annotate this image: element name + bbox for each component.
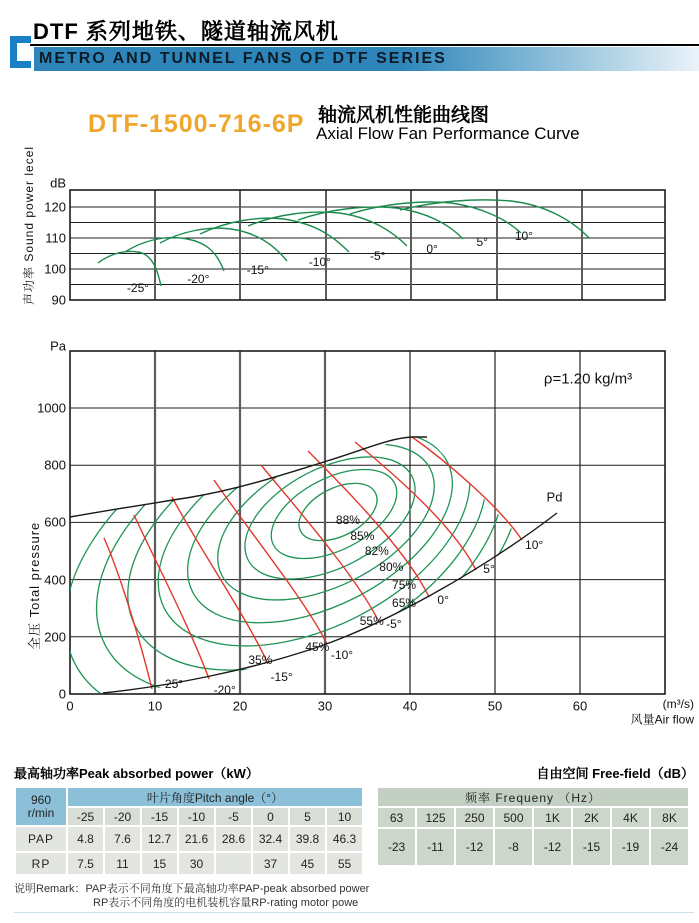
rp-value-cell: 45 (290, 853, 325, 874)
pitch-angle-label: -5° (386, 616, 402, 631)
sound-chart-grid (70, 207, 665, 285)
pitch-angle-label: 10° (525, 537, 544, 552)
pap-value-cell: 39.8 (290, 827, 325, 851)
efficiency-label: 80% (379, 560, 404, 575)
pitch-angle-cell: 0 (253, 808, 288, 825)
pitch-angle-curves (104, 437, 522, 689)
power-table-title: 最高轴功率Peak absorbed power（kW） (14, 766, 259, 781)
flow-x-tick: 20 (232, 698, 248, 714)
sound-pitch-angle-label: -25° (126, 280, 150, 295)
pap-value-cell: 28.6 (216, 827, 251, 851)
flow-x-tick: 0 (66, 698, 74, 714)
efficiency-label: 75% (392, 578, 417, 593)
model-number: DTF-1500-716-6P (88, 110, 305, 138)
pressure-y-tick: 0 (58, 686, 66, 702)
frequency-cell: 8K (651, 808, 688, 827)
efficiency-contours (10, 313, 576, 790)
power-table (14, 786, 364, 876)
pap-value-cell: 4.8 (68, 827, 103, 851)
pressure-y-tick: 800 (44, 457, 66, 473)
rp-value-cell: 30 (179, 853, 214, 874)
pitch-angle-cell: 10 (327, 808, 362, 825)
efficiency-label: 88% (335, 513, 360, 528)
sound-pitch-angle-label: -15° (246, 262, 269, 277)
sound-pitch-angle-label: 5° (476, 235, 488, 250)
curve-title-en: Axial Flow Fan Performance Curve (316, 124, 580, 143)
pap-value-cell: 46.3 (327, 827, 362, 851)
freefield-value-cell: -12 (534, 829, 571, 865)
sound-y-tick: 110 (45, 230, 66, 246)
freefield-value-cell: -19 (612, 829, 649, 865)
pitch-angle-cell: -15 (142, 808, 177, 825)
sound-pitch-angle-label: -5° (369, 248, 386, 263)
sound-y-tick: 100 (44, 261, 66, 277)
rp-value-cell: 37 (253, 853, 288, 874)
remark-line2: RP表示不同角度的电机装机容量RP-rating motor powe (93, 897, 359, 909)
pressure-y-unit: Pa (50, 338, 66, 354)
frequency-cell: 2K (573, 808, 610, 827)
flow-axis-unit: (m³/s) (662, 697, 694, 711)
frequency-header: 频率 Frequeny （Hz） (378, 788, 688, 806)
efficiency-label: 82% (364, 544, 389, 558)
freefield-value-cell: -23 (378, 829, 415, 865)
rp-value-cell: 15 (142, 853, 177, 874)
sound-y-unit: dB (50, 175, 66, 191)
pitch-angle-cell: -20 (105, 808, 140, 825)
speed-value: 960 (30, 792, 52, 807)
sound-y-tick: 120 (44, 199, 66, 215)
pitch-angle-label: 0° (437, 592, 449, 607)
pitch-angle-label: -25° (160, 676, 184, 691)
pressure-y-tick: 1000 (37, 400, 66, 416)
speed-unit: r/min (27, 805, 55, 820)
frequency-cell: 250 (456, 808, 493, 827)
pressure-y-tick: 600 (44, 514, 66, 530)
pressure-y-tick: 200 (44, 629, 66, 645)
pitch-angle-cell: -10 (179, 808, 214, 825)
frequency-cell: 125 (417, 808, 454, 827)
freefield-value-cell: -11 (417, 829, 454, 865)
sound-power-curves (98, 200, 589, 286)
frequency-cell: 63 (378, 808, 415, 827)
footer-divider (14, 912, 694, 913)
row-label-rp: RP (16, 853, 66, 874)
flow-x-tick: 10 (147, 698, 163, 714)
pd-curve-label: Pd (546, 489, 563, 505)
pitch-angle-cell: 5 (290, 808, 325, 825)
rp-value-cell (216, 853, 251, 874)
freefield-table (376, 786, 690, 867)
efficiency-label: 55% (359, 614, 384, 629)
pitch-angle-cell: -25 (68, 808, 103, 825)
remark-line1: 说明Remark：PAP表示不同角度下最高轴功率PAP-peak absorbed power (14, 883, 370, 895)
pitch-angle-label: -15° (270, 670, 293, 685)
rp-value-cell: 55 (327, 853, 362, 874)
flow-x-tick: 60 (572, 698, 588, 714)
freefield-value-cell: -8 (495, 829, 532, 865)
freefield-value-cell: -12 (456, 829, 493, 865)
freefield-value-cell: -24 (651, 829, 688, 865)
freefield-table-title: 自由空间 Free-field（dB） (536, 766, 694, 781)
density-annotation: ρ=1.20 kg/m³ (543, 370, 633, 388)
sound-y-tick: 90 (51, 292, 66, 308)
sound-pitch-angle-label: 0° (426, 241, 438, 256)
pressure-axis-title: 全压 Total pressure (27, 521, 42, 650)
sound-pitch-angle-label: 10° (514, 229, 533, 244)
pap-value-cell: 21.6 (179, 827, 214, 851)
sound-pitch-angle-label: -20° (187, 271, 210, 286)
pitch-angle-label: -10° (330, 648, 354, 663)
frequency-cell: 500 (495, 808, 532, 827)
pap-value-cell: 7.6 (105, 827, 140, 851)
efficiency-label: 45% (305, 640, 330, 655)
speed-cell (16, 788, 66, 825)
pitch-angle-label: 5° (483, 562, 495, 577)
page-title-en: METRO AND TUNNEL FANS OF DTF SERIES (39, 50, 447, 67)
pressure-y-tick: 400 (44, 572, 66, 588)
efficiency-label: 85% (350, 529, 375, 544)
row-label-pap: PAP (16, 827, 66, 851)
pitch-angle-cell: -5 (216, 808, 251, 825)
efficiency-label: 35% (248, 652, 273, 667)
sound-pitch-angle-label: -10° (308, 254, 331, 269)
pitch-angle-label: -20° (213, 682, 236, 697)
efficiency-label: 65% (392, 596, 417, 611)
frequency-cell: 1K (534, 808, 571, 827)
flow-x-tick: 50 (487, 698, 503, 714)
flow-x-tick: 40 (402, 698, 418, 714)
page-title-cn: DTF 系列地铁、隧道轴流风机 (33, 19, 339, 44)
rp-value-cell: 11 (105, 853, 140, 874)
freefield-value-cell: -15 (573, 829, 610, 865)
pap-value-cell: 12.7 (142, 827, 177, 851)
flow-axis-title: 风量Air flow (630, 712, 694, 727)
flow-x-tick: 30 (317, 698, 333, 714)
frequency-cell: 4K (612, 808, 649, 827)
pitch-angle-header: 叶片角度Pitch angle（°） (68, 788, 362, 806)
pap-value-cell: 32.4 (253, 827, 288, 851)
curve-title-cn: 轴流风机性能曲线图 (318, 105, 490, 126)
sound-axis-title: 声功率 Sound power lecel (22, 145, 36, 305)
rp-value-cell: 7.5 (68, 853, 103, 874)
